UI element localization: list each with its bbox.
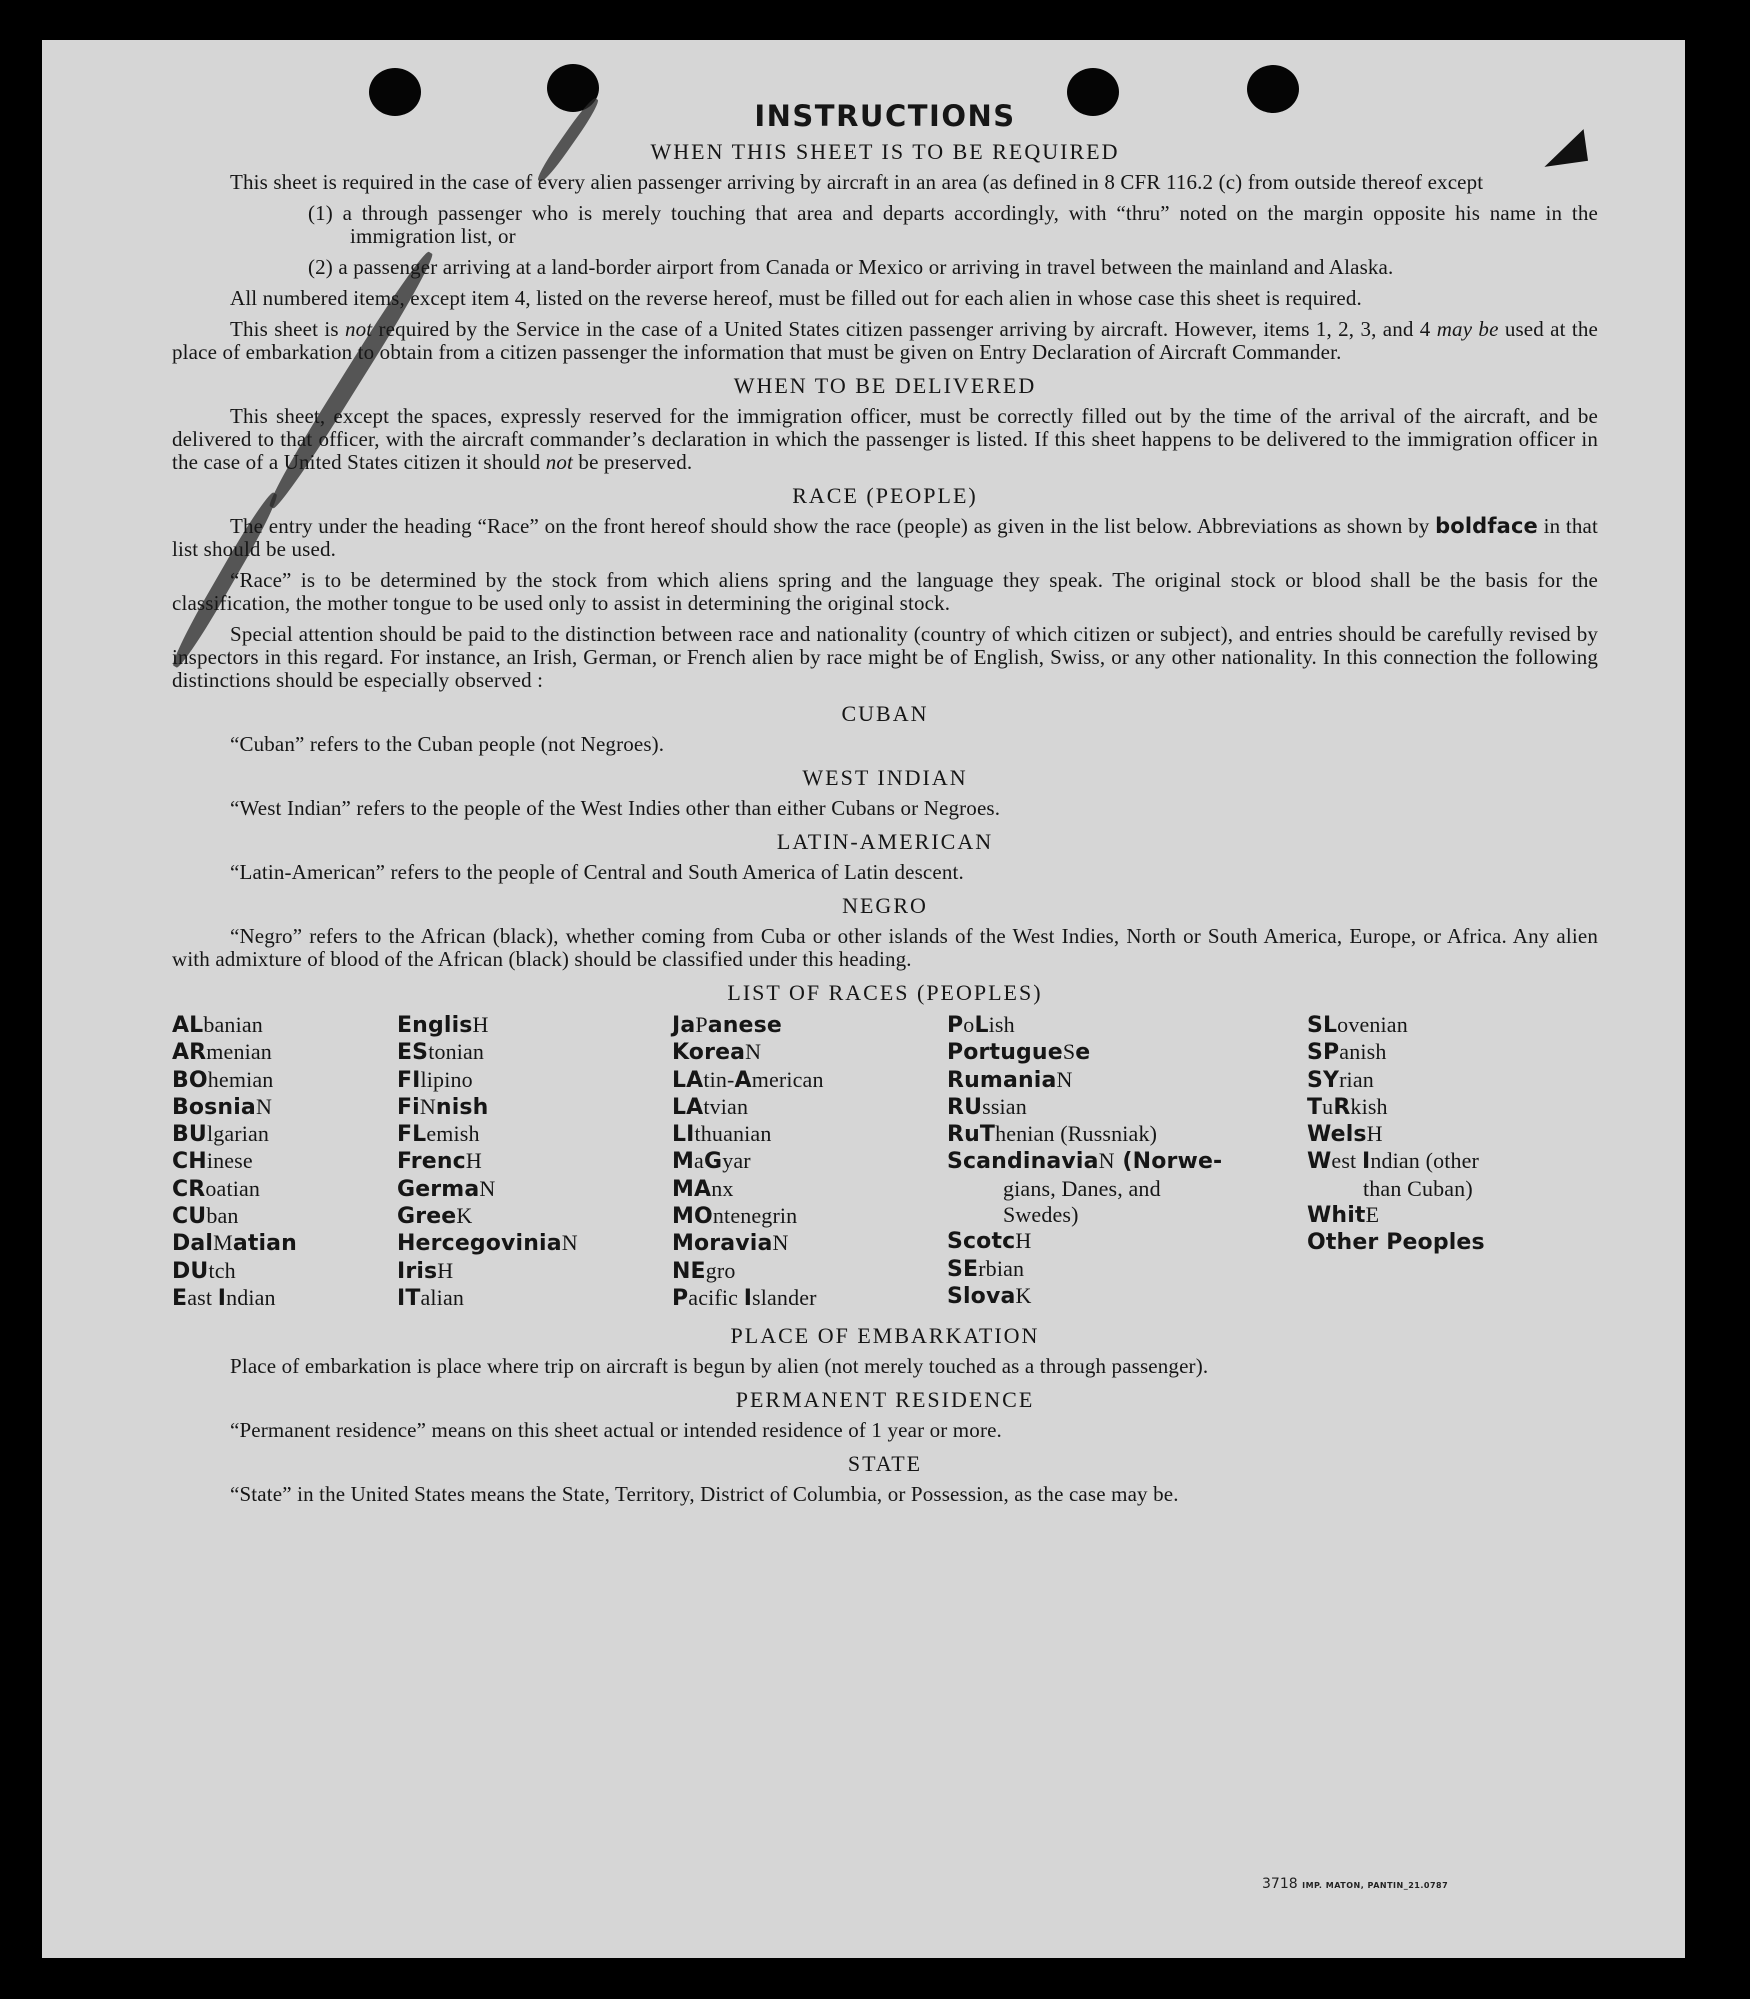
paragraph: All numbered items, except item 4, listed on the reverse hereof, must be filled out for each alien in whose case this sheet is required. [230,286,1362,310]
paragraph: “Cuban” refers to the Cuban people (not Negroes). [230,732,665,756]
paragraph: “Permanent residence” means on this sheet actual or intended residence of 1 year or more. [230,1418,1002,1443]
race-entry: ScandinaviaN (Norwe- [947,1148,1223,1175]
race-entry: LAtvian [672,1093,749,1120]
race-entry: BosniaN [172,1093,272,1120]
page-title: INSTRUCTIONS [754,99,1016,133]
race-entry: FiNnish [397,1093,489,1120]
race-entry: SlovaK [947,1282,1032,1309]
race-entry: PortugueSe [947,1039,1091,1066]
race-entry: BOhemian [172,1066,274,1093]
heading-permanent-residence: PERMANENT RESIDENCE [735,1387,1035,1413]
race-entry: gians, Danes, and [1003,1175,1161,1201]
race-entry: GreeK [397,1203,473,1230]
race-column-5 [1307,1012,1597,1312]
paragraph: “Race” is to be determined by the stock from which aliens spring and the language they speak. The original stock or blood shall be the basis for the classification, the mother tongue to be used only to assist in determining the original stock. [172,568,1598,615]
race-entry: West Indian (other [1307,1148,1480,1175]
paragraph: This sheet, except the spaces, expressly reserved for the immigration officer, must be correctly filled out by the time of the arrival of the aircraft, and be delivered to that officer, with the aircraft commander’s declaration in which the passenger is listed. If this sheet happens to be delivered to the immigration officer in the case of a United States citizen it should not be preserved. [172,404,1598,474]
race-entry: SErbian [947,1255,1025,1282]
race-entry: MAnx [672,1175,734,1202]
race-entry: MOntenegrin [672,1203,798,1230]
heading-list-of-races: LIST OF RACES (PEOPLES) [727,980,1043,1005]
race-entry: KoreaN [672,1039,762,1066]
paragraph: “State” in the United States means the State, Territory, District of Columbia, or Possession, as the case may be. [230,1482,1179,1507]
race-entry: HercegoviniaN [397,1230,578,1257]
race-entry: RumaniaN [947,1066,1073,1093]
paragraph: Place of embarkation is place where trip on aircraft is begun by alien (not merely touched as a through passenger). [230,1354,1209,1379]
race-entry: WelsH [1307,1121,1383,1148]
race-entry: IrisH [397,1257,454,1284]
instructions-content [172,100,1598,1514]
race-entry: East Indian [172,1284,276,1311]
race-entry: SLovenian [1307,1012,1408,1038]
race-entry: PoLish [947,1012,1015,1038]
race-column-4 [947,1012,1307,1312]
heading-negro: NEGRO [842,893,928,918]
race-entry: CUban [172,1203,239,1230]
race-entry: RUssian [947,1093,1027,1120]
race-entry: JaPanese [672,1012,782,1038]
race-entry: MaGyar [672,1148,751,1175]
race-column-3 [672,1012,947,1312]
paragraph: This sheet is not required by the Service in the case of a United States citizen passenger arriving by aircraft. However, items 1, 2, 3, and 4 may be used at the place of embarkation to obtain from a citizen passenger the information that must be given on Entry Declaration of Aircraft Commander. [172,317,1599,364]
race-entry: SYrian [1307,1066,1374,1093]
race-entry: WhitE [1307,1202,1380,1229]
heading-when-delivered: WHEN TO BE DELIVERED [733,373,1037,398]
race-entry: FrencH [397,1148,482,1175]
race-entry: GermaN [397,1175,496,1202]
race-entry: Other Peoples [1307,1230,1485,1256]
race-entry: CRoatian [172,1175,261,1202]
race-entry: BUlgarian [172,1121,270,1148]
document-sheet [42,40,1685,1958]
paragraph: “Negro” refers to the African (black), whether coming from Cuba or other islands of the West Indies, North or South America, Europe, or Africa. Any alien with admixture of blood of the African (black) should be classified under this heading. [172,924,1598,971]
heading-state: STATE [847,1451,923,1477]
race-entry: MoraviaN [672,1230,789,1257]
heading-race: RACE (PEOPLE) [792,483,978,508]
race-list [172,1012,1598,1312]
race-entry: ARmenian [172,1039,272,1066]
race-entry: FLemish [397,1121,480,1148]
race-entry: SPanish [1307,1039,1387,1066]
list-item: (2) a passenger arriving at a land-border airport from Canada or Mexico or arriving in travel between the mainland and Alaska. [308,255,1394,279]
paragraph: The entry under the heading “Race” on the front hereof should show the race (people) as given in the list below. Abbreviations as shown by boldface in that list should be used. [172,514,1598,561]
list-item: (1) a through passenger who is merely touching that area and departs accordingly, with “thru” noted on the margin opposite his name in the immigration list, or [308,201,1598,248]
race-entry: FIlipino [397,1066,473,1093]
race-entry: Swedes) [1003,1202,1079,1228]
heading-place-of-embarkation: PLACE OF EMBARKATION [730,1323,1040,1349]
paragraph: “West Indian” refers to the people of the West Indies other than either Cubans or Negroes. [230,796,1001,820]
race-entry: RuThenian (Russniak) [947,1121,1158,1148]
heading-latin-american: LATIN-AMERICAN [776,829,994,854]
race-entry: ALbanian [172,1012,263,1038]
race-entry: NEgro [672,1257,736,1284]
heading-west-indian: WEST INDIAN [802,765,968,790]
race-entry: Pacific Islander [672,1284,817,1311]
form-number: 3718 [1262,1876,1298,1892]
race-entry: TuRkish [1307,1093,1388,1120]
race-column-2 [397,1012,672,1312]
paragraph: Special attention should be paid to the distinction between race and nationality (country of which citizen or subject), and entries should be carefully revised by inspectors in this regard. For instance, an Irish, German, or French alien by race might be of English, Swiss, or any other nationality. In this connection the following distinctions should be especially observed : [172,622,1598,692]
race-entry: EStonian [397,1039,485,1066]
race-entry: ITalian [397,1284,465,1311]
race-entry: CHinese [172,1148,253,1175]
race-entry: LIthuanian [672,1121,772,1148]
race-entry: EnglisH [397,1012,489,1038]
imprint-text: IMP. MATON, PANTIN_21.0787 [1302,1881,1449,1890]
heading-cuban: CUBAN [841,701,929,726]
printer-imprint [1262,1876,1448,1892]
race-entry: ScotcH [947,1228,1032,1255]
race-entry: DUtch [172,1257,236,1284]
heading-when-required: WHEN THIS SHEET IS TO BE REQUIRED [650,139,1120,164]
race-entry: LAtin-American [672,1066,824,1093]
paragraph: “Latin-American” refers to the people of Central and South America of Latin descent. [230,860,964,884]
race-entry: than Cuban) [1363,1175,1473,1201]
paragraph: This sheet is required in the case of every alien passenger arriving by aircraft in an area (as defined in 8 CFR 116.2 (c) from outside thereof except [230,170,1484,194]
race-column-1 [172,1012,397,1312]
race-entry: DalMatian [172,1230,297,1257]
